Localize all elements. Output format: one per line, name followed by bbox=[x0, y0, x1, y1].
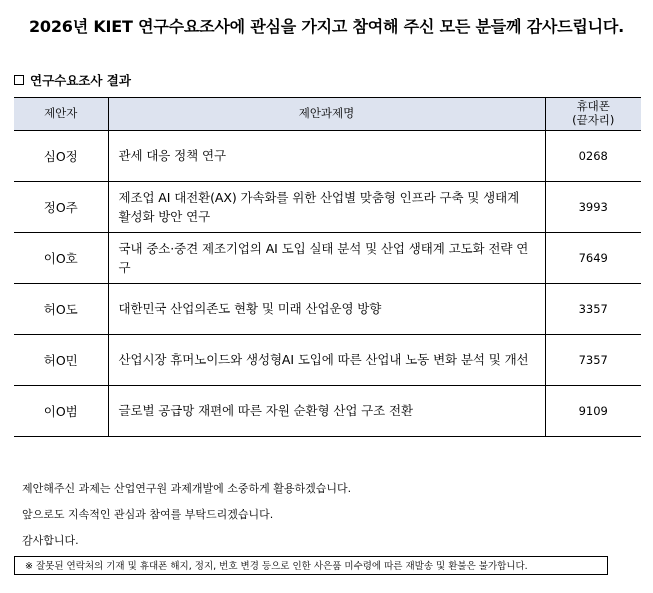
note-line: 제안해주신 과제는 산업연구원 과제개발에 소중하게 활용하겠습니다. bbox=[22, 482, 352, 495]
project-title: 글로벌 공급망 재편에 따른 자원 순환형 산업 구조 전환 bbox=[108, 386, 545, 437]
thank-you-notes bbox=[22, 476, 351, 554]
results-table bbox=[14, 97, 641, 437]
header-phone-line2: (끝자리) bbox=[572, 113, 615, 127]
project-title: 대한민국 산업의존도 현황 및 미래 산업운영 방향 bbox=[108, 284, 545, 335]
section-title: 연구수요조사 결과 bbox=[30, 73, 131, 88]
table-row bbox=[14, 233, 641, 284]
phone-last-digits: 7649 bbox=[545, 233, 641, 284]
project-title: 관세 대응 정책 연구 bbox=[108, 131, 545, 182]
project-title: 국내 중소·중견 제조기업의 AI 도입 실태 분석 및 산업 생태계 고도화 전략 연구 bbox=[108, 233, 545, 284]
project-title: 제조업 AI 대전환(AX) 가속화를 위한 산업별 맞춤형 인프라 구축 및 생태계 활성화 방안 연구 bbox=[108, 182, 545, 233]
table-row bbox=[14, 131, 641, 182]
proposer-name: 심O정 bbox=[14, 131, 108, 182]
disclaimer-box: ※ 잘못된 연락처의 기재 및 휴대폰 해지, 정지, 번호 변경 등으로 인한 사은품 미수령에 따른 재발송 및 환불은 불가합니다. bbox=[14, 556, 608, 575]
proposer-name: 이O범 bbox=[14, 386, 108, 437]
note-line: 앞으로도 지속적인 관심과 참여를 부탁드리겠습니다. bbox=[22, 508, 274, 521]
proposer-name: 이O호 bbox=[14, 233, 108, 284]
phone-last-digits: 3993 bbox=[545, 182, 641, 233]
phone-last-digits: 7357 bbox=[545, 335, 641, 386]
phone-last-digits: 9109 bbox=[545, 386, 641, 437]
header-title: 제안과제명 bbox=[108, 98, 545, 131]
page-headline: 2026년 KIET 연구수요조사에 관심을 가지고 참여해 주신 모든 분들께 감사드립니다. bbox=[28, 17, 625, 36]
table-row bbox=[14, 182, 641, 233]
table-header-row bbox=[14, 98, 641, 131]
table-row bbox=[14, 284, 641, 335]
proposer-name: 허O도 bbox=[14, 284, 108, 335]
header-proposer: 제안자 bbox=[14, 98, 108, 131]
proposer-name: 허O민 bbox=[14, 335, 108, 386]
header-phone bbox=[545, 98, 641, 131]
note-line: 감사합니다. bbox=[22, 534, 79, 547]
phone-last-digits: 3357 bbox=[545, 284, 641, 335]
phone-last-digits: 0268 bbox=[545, 131, 641, 182]
table-row bbox=[14, 335, 641, 386]
section-heading bbox=[14, 71, 131, 89]
proposer-name: 정O주 bbox=[14, 182, 108, 233]
square-bullet-icon bbox=[14, 75, 24, 85]
table-row bbox=[14, 386, 641, 437]
header-phone-line1: 휴대폰 bbox=[576, 99, 610, 114]
project-title: 산업시장 휴머노이드와 생성형AI 도입에 따른 산업내 노동 변화 분석 및 개선 bbox=[108, 335, 545, 386]
